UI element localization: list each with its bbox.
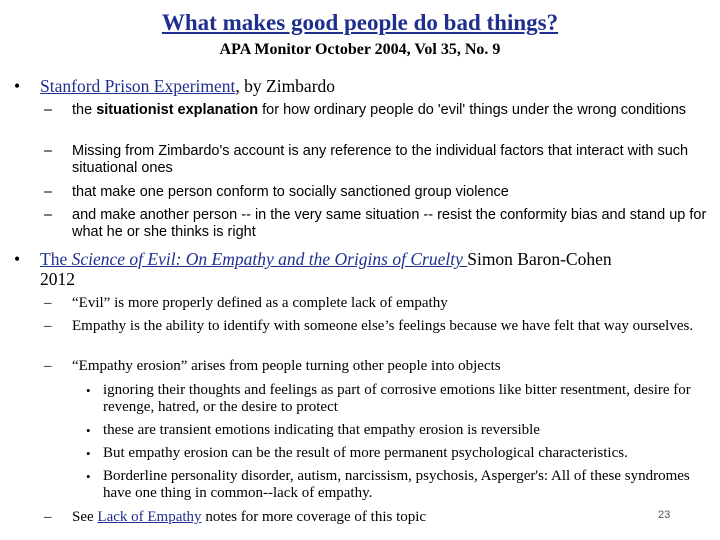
- section1-point: – the situationist explanation for how ordinary people do 'evil' things under the wrong conditions: [44, 102, 687, 118]
- science-of-evil-link[interactable]: The Science of Evil: On Empathy and the Origins of Cruelty: [40, 249, 463, 269]
- bullet-icon: •: [86, 469, 91, 484]
- section1-point: – that make one person conform to socially sanctioned group violence: [44, 184, 509, 200]
- dash-icon: –: [44, 509, 52, 525]
- section2-point: – “Evil” is more properly defined as a complete lack of empathy: [44, 295, 448, 311]
- bullet-icon: •: [86, 446, 91, 461]
- dash-icon: –: [44, 295, 52, 311]
- slide-title-link[interactable]: What makes good people do bad things?: [161, 10, 559, 35]
- section1-heading: • Stanford Prison Experiment, by Zimbardo: [14, 76, 336, 96]
- situationist-explanation-term: situationist explanation: [96, 102, 259, 118]
- dash-icon: –: [44, 184, 53, 200]
- stanford-prison-experiment-link[interactable]: Stanford Prison Experiment: [40, 76, 236, 96]
- dash-icon: –: [44, 102, 53, 118]
- author: Simon Baron-Cohen: [467, 249, 612, 269]
- dash-icon: –: [44, 318, 52, 334]
- section1-point: – Missing from Zimbardo's account is any reference to the individual factors that interact with such situational ones: [44, 143, 689, 176]
- bullet-icon: •: [86, 383, 91, 398]
- section2-subpoint: • But empathy erosion can be the result of more permanent psychological characteristics.: [86, 445, 628, 461]
- section2-point: – Empathy is the ability to identify with someone else’s feelings because we have felt that way ourselves.: [44, 318, 694, 334]
- slide-subtitle: APA Monitor October 2004, Vol 35, No. 9: [219, 41, 501, 58]
- section2-subpoint: • ignoring their thoughts and feelings as part of corrosive emotions like bitter resentment, desire for revenge, hatred, or the desire to protect: [86, 382, 691, 415]
- section2-subpoint: • Borderline personality disorder, autism, narcissism, psychosis, Asperger's: All of these syndromes have one thing in common--lack of empathy.: [86, 468, 690, 501]
- slide-title: [0, 10, 720, 36]
- section2-heading: [14, 249, 710, 289]
- section2-subpoint: • these are transient emotions indicating that empathy erosion is reversible: [86, 422, 540, 438]
- dash-icon: –: [44, 358, 52, 374]
- bullet-icon: •: [14, 76, 21, 96]
- page-number: 23: [658, 509, 671, 521]
- bullet-icon: •: [14, 249, 21, 269]
- publication-year: 2012: [40, 269, 75, 289]
- bullet-icon: •: [86, 423, 91, 438]
- section1-point: – and make another person -- in the very same situation -- resist the conformity bias and stand up for what he or she thinks is right: [44, 207, 707, 240]
- section2-final-point: – See Lack of Empathy notes for more coverage of this topic: [44, 509, 427, 525]
- dash-icon: –: [44, 143, 53, 159]
- dash-icon: –: [44, 207, 53, 223]
- section2-point: – “Empathy erosion” arises from people turning other people into objects: [44, 358, 501, 374]
- lack-of-empathy-link[interactable]: Lack of Empathy: [97, 509, 202, 525]
